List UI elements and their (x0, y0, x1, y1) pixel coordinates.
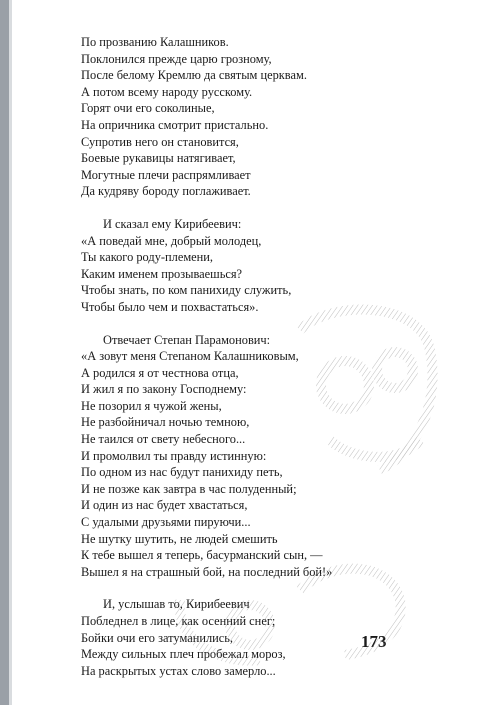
poem-line: Супротив него он становится, (81, 134, 239, 149)
poem-line: Не разбойничал ночью темною, (81, 415, 250, 430)
poem-line: Не позорил я чужой жены, (81, 398, 222, 413)
poem-line: И не позже как завтра в час полуденный; (81, 481, 297, 496)
page-binding-shadow (9, 0, 12, 705)
stanza (81, 216, 411, 316)
poem-line: И жил я по закону Господнему: (81, 382, 247, 397)
page-binding-edge (0, 0, 9, 705)
poem-line: И, услышав то, Кирибеевич (103, 597, 250, 612)
poem-line: А потом всему народу русскому. (81, 84, 253, 99)
poem-line: На опричника смотрит пристально. (81, 117, 269, 132)
poem-line: Побледнел в лице, как осенний снег; (81, 614, 276, 628)
poem-line: И промолвил ты правду истинную: (81, 448, 267, 463)
poem-line: Боевые рукавицы натягивает, (81, 151, 236, 166)
poem-line: К тебе вышел я теперь, басурманский сын, — (81, 548, 323, 563)
poem-line: А родился я от честнова отца, (81, 365, 239, 380)
poem-text (81, 34, 411, 695)
stanza (81, 34, 411, 200)
poem-line: Да кудряву бороду поглаживает. (81, 184, 251, 199)
poem-line: После белому Кремлю да святым церквам. (81, 68, 307, 83)
poem-line: Не шутку шутить, не людей смешить (81, 531, 278, 546)
poem-line: С удалыми друзьями пируючи... (81, 515, 251, 530)
poem-line: Горят очи его соколиные, (81, 101, 215, 116)
stanza (81, 332, 411, 581)
poem-line: Между сильных плеч пробежал мороз, (81, 647, 286, 662)
poem-line: И один из нас будет хвастаться, (81, 498, 248, 513)
poem-line: Не таился от свету небесного... (81, 432, 246, 447)
poem-line: Поклонился прежде царю грозному, (81, 51, 272, 66)
poem-line: Чтобы было чем и похвастаться». (81, 299, 259, 314)
poem-line: Каким именем прозываешься? (81, 266, 243, 281)
poem-line: По прозванию Калашников. (81, 35, 229, 49)
poem-line: Могутные плечи распрямливает (81, 167, 251, 182)
poem-line: Бойки очи его затуманились, (81, 630, 234, 645)
poem-line: Отвечает Степан Парамонович: (103, 332, 271, 347)
poem-line: Ты какого роду-племени, (81, 250, 214, 265)
page-number: 173 (361, 632, 387, 651)
poem-line: По одном из нас будут панихиду петь, (81, 465, 283, 480)
poem-line: Вышел я на страшный бой, на последний бой!» (81, 564, 333, 579)
poem-line: И сказал ему Кирибеевич: (103, 216, 242, 231)
poem-line: Чтобы знать, по ком панихиду служить, (81, 283, 292, 298)
poem-line: «А зовут меня Степаном Калашниковым, (81, 349, 299, 364)
poem-line: На раскрытых устах слово замерло... (81, 663, 276, 678)
poem-line: «А поведай мне, добрый молодец, (81, 233, 262, 248)
